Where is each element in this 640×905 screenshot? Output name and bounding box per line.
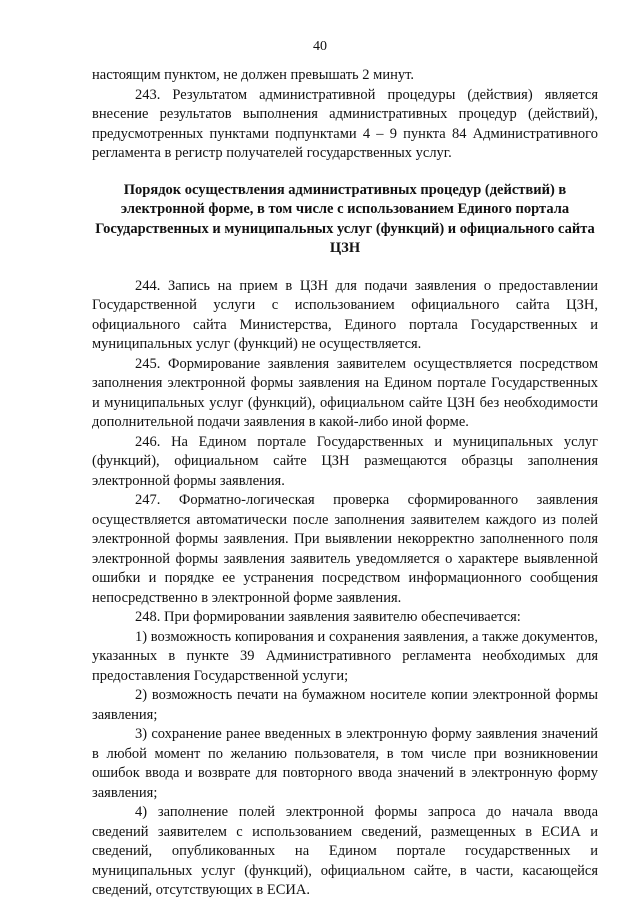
page-number: 40 [313, 39, 327, 54]
section-heading: Порядок осуществления административных процедур (действий) в электронной форме, в том числе с использованием Единого портала Государственных и муниципальных услуг (функций) и официального сайта ЦЗН [95, 181, 595, 256]
list-item-2: 2) возможность печати на бумажном носителе копии электронной формы заявления; [92, 687, 598, 723]
list-item-4: 4) заполнение полей электронной формы запроса до начала ввода сведений заявителем с использованием сведений, размещенных в ЕСИА и сведений, опубликованных на Едином портале государственных и муниципальных услуг (функций), официальном сайте, в части, касающейся сведений, отсутствующих в ЕСИА. [92, 804, 598, 898]
paragraph-248: 248. При формировании заявления заявителю обеспечивается: [135, 609, 521, 625]
paragraph-243: 243. Результатом административной процедуры (действия) является внесение результатов выполнения административных процедур (действий), предусмотренных пунктами подпунктами 4 – 9 пункта 84 Административного регламента в регистр получателей государственных услуг. [92, 86, 598, 161]
list-item-3: 3) сохранение ранее введенных в электронную форму заявления значений в любой момент по желанию пользователя, в том числе при возникновении ошибок ввода и возврате для повторного ввода значений в электронную форму заявления; [92, 726, 598, 801]
paragraph-244: 244. Запись на прием в ЦЗН для подачи заявления о предоставлении Государственной услуги с использованием официального сайта ЦЗН, официального сайта Министерства, Единого портала Государственных и муниципальных услуг (функций) не осуществляется. [92, 277, 598, 352]
paragraph-245: 245. Формирование заявления заявителем осуществляется посредством заполнения электронной формы заявления на Едином портале Государственных и муниципальных услуг (функций), официальном сайте ЦЗН без необходимости дополнительной подачи заявления в какой-либо иной форме. [92, 355, 598, 430]
paragraph-246: 246. На Едином портале Государственных и муниципальных услуг (функций), официальном сайте ЦЗН размещаются образцы заполнения электронной формы заявления. [92, 433, 598, 489]
document-body [92, 66, 598, 901]
list-item-1: 1) возможность копирования и сохранения заявления, а также документов, указанных в пункте 39 Административного регламента необходимых для предоставления Государственной услуги; [92, 628, 598, 684]
paragraph-continuation: настоящим пунктом, не должен превышать 2 минут. [92, 67, 414, 83]
paragraph-247: 247. Форматно-логическая проверка сформированного заявления осуществляется автоматически после заполнения заявителем каждого из полей электронной формы заявления. При выявлении некорректно заполненного поля электронной формы заявления заявитель уведомляется о характере выявленной ошибки и порядке ее устранения посредством информационного сообщения непосредственно в электронной форме заявления. [92, 492, 598, 606]
